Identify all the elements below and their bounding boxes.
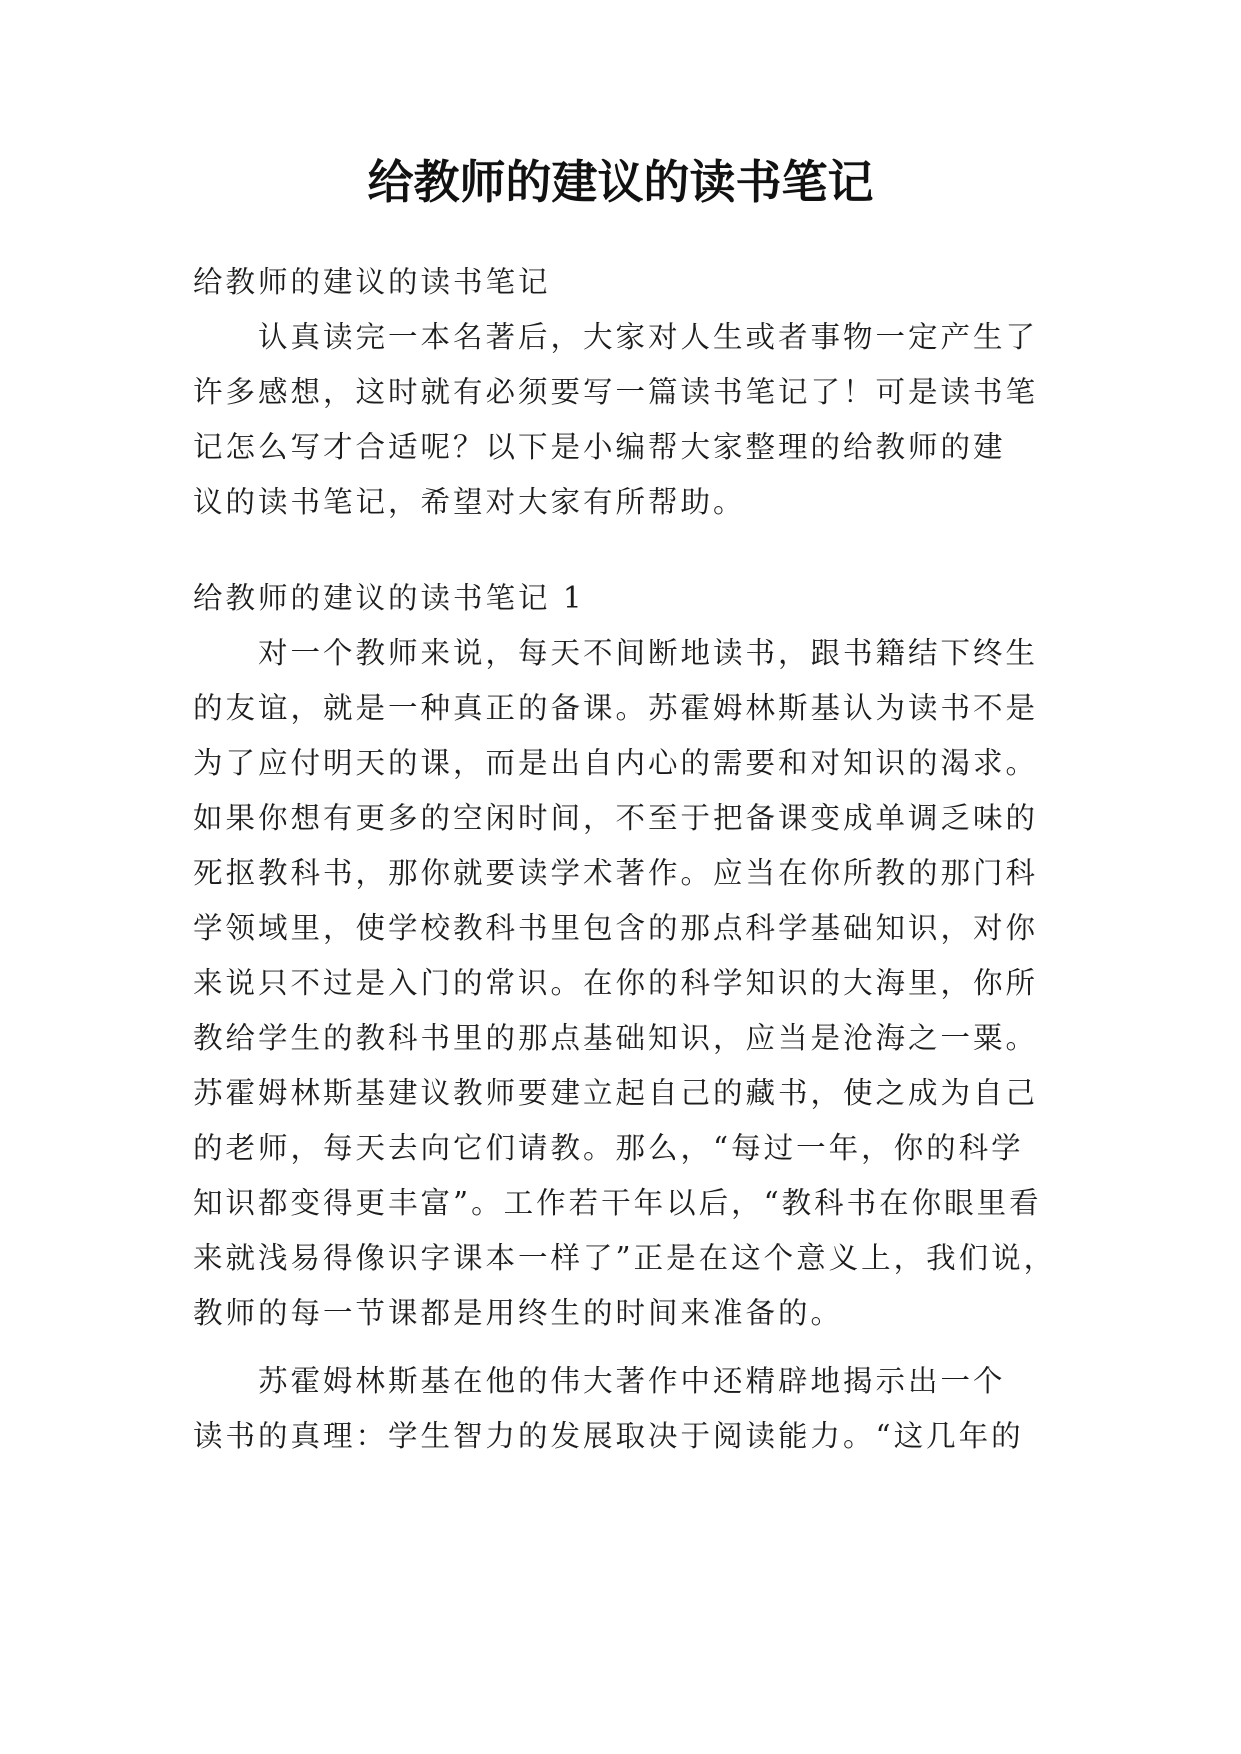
document-subtitle: 给教师的建议的读书笔记 [193, 265, 551, 299]
paragraph-line: 学领域里，使学校教科书里包含的那点科学基础知识，对你 [193, 911, 1039, 945]
paragraph-line: 死抠教科书，那你就要读学术著作。应当在你所教的那门科 [193, 856, 1039, 890]
paragraph-line: 苏霍姆林斯基建议教师要建立起自己的藏书，使之成为自己 [193, 1076, 1039, 1110]
paragraph-line: 苏霍姆林斯基在他的伟大著作中还精辟地揭示出一个 [258, 1364, 1006, 1398]
paragraph-line: 来就浅易得像识字课本一样了”正是在这个意义上，我们说， [193, 1241, 1057, 1275]
document-title: 给教师的建议的读书笔记 [367, 155, 874, 209]
paragraph-line: 来说只不过是入门的常识。在你的科学知识的大海里，你所 [193, 966, 1039, 1000]
paragraph-line: 教师的每一节课都是用终生的时间来准备的。 [193, 1296, 844, 1330]
paragraph-line: 如果你想有更多的空闲时间，不至于把备课变成单调乏味的 [193, 801, 1039, 835]
paragraph-line: 教给学生的教科书里的那点基础知识，应当是沧海之一粟。 [193, 1021, 1039, 1055]
paragraph-line: 的老师，每天去向它们请教。那么，“每过一年，你的科学 [193, 1131, 1024, 1165]
intro-line: 许多感想，这时就有必须要写一篇读书笔记了！可是读书笔 [193, 375, 1039, 409]
paragraph-line: 为了应付明天的课，而是出自内心的需要和对知识的渴求。 [193, 746, 1039, 780]
intro-line: 记怎么写才合适呢？以下是小编帮大家整理的给教师的建 [193, 430, 1006, 464]
intro-line: 议的读书笔记，希望对大家有所帮助。 [193, 485, 746, 519]
paragraph-line: 读书的真理：学生智力的发展取决于阅读能力。“这几年的 [193, 1419, 1024, 1453]
intro-line: 认真读完一本名著后，大家对人生或者事物一定产生了 [258, 320, 1039, 354]
paragraph-line: 知识都变得更丰富”。工作若干年以后，“教科书在你眼里看 [193, 1186, 1042, 1220]
paragraph-line: 的友谊，就是一种真正的备课。苏霍姆林斯基认为读书不是 [193, 691, 1039, 725]
paragraph-line: 对一个教师来说，每天不间断地读书，跟书籍结下终生 [258, 636, 1039, 670]
section-heading: 给教师的建议的读书笔记 1 [193, 581, 585, 615]
